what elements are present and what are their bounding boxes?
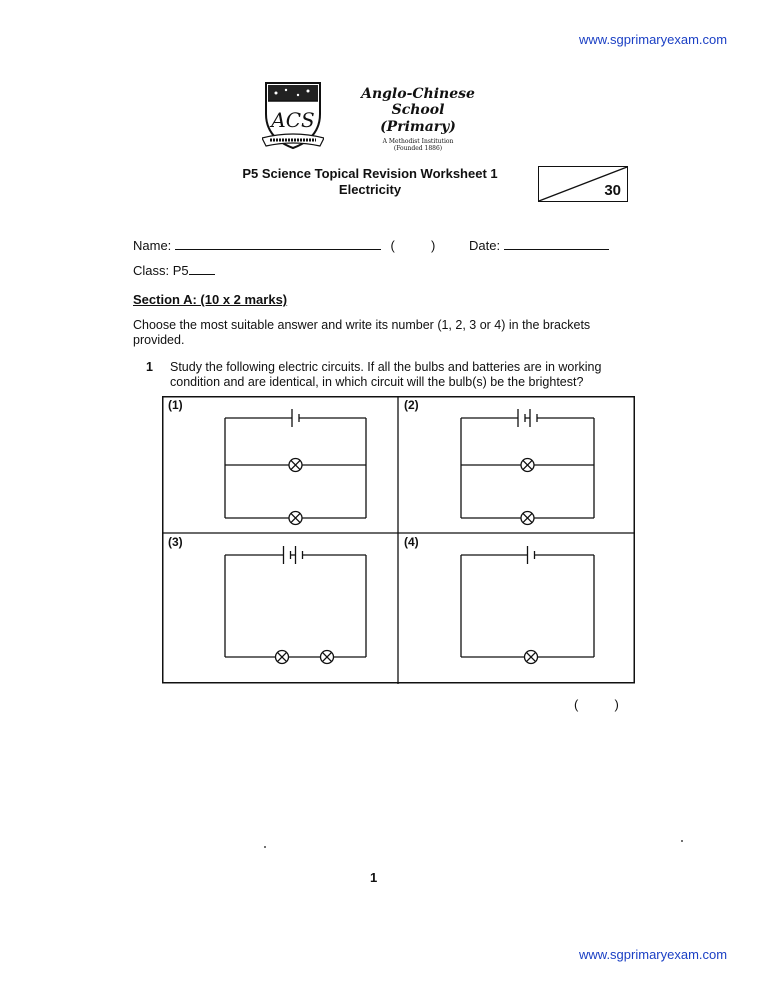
- class-blank[interactable]: [189, 263, 215, 275]
- worksheet-title-block: [220, 166, 520, 198]
- name-label: Name:: [133, 238, 172, 253]
- website-link-bottom[interactable]: www.sgprimaryexam.com: [579, 947, 728, 962]
- school-level: (Primary): [380, 119, 456, 135]
- answer-bracket[interactable]: ( ): [574, 697, 619, 712]
- worksheet-title: P5 Science Topical Revision Worksheet 1: [242, 166, 498, 181]
- option-label: (2): [404, 398, 419, 412]
- option-label: (1): [168, 398, 183, 412]
- class-label: Class: P5: [133, 263, 189, 278]
- date-blank[interactable]: [504, 238, 609, 250]
- scan-speck: [264, 846, 266, 848]
- name-row: [133, 238, 435, 253]
- total-marks: 30: [604, 182, 621, 199]
- register-number-bracket: ( ): [390, 238, 436, 253]
- circuit-options-grid: [162, 396, 635, 689]
- school-name: Anglo-Chinese School: [361, 86, 475, 118]
- worksheet-topic: Electricity: [338, 182, 402, 197]
- option-label: (4): [404, 535, 419, 549]
- instructions: Choose the most suitable answer and write its number (1, 2, 3 or 4) in the brackets provided.: [133, 318, 591, 347]
- name-blank[interactable]: [175, 238, 381, 250]
- crest-letters: ACS: [271, 108, 315, 132]
- date-row: [469, 238, 609, 253]
- school-name-block: [338, 86, 498, 152]
- website-link-top[interactable]: www.sgprimaryexam.com: [579, 32, 728, 47]
- page-number: 1: [370, 870, 378, 885]
- date-label: Date:: [469, 238, 501, 253]
- question-number: 1: [146, 360, 153, 374]
- school-founded: (Founded 1886): [393, 145, 443, 152]
- score-box: [538, 166, 628, 202]
- section-heading: Section A: (10 x 2 marks): [133, 292, 288, 307]
- school-tagline: A Methodist Institution: [382, 138, 454, 145]
- school-crest-logo: [262, 80, 324, 152]
- question-text: Study the following electric circuits. If all the bulbs and batteries are in working condition and are identical, in which circuit will the bulb(s) be the brightest?: [170, 360, 602, 389]
- scan-speck: [681, 840, 683, 842]
- class-row: [133, 263, 215, 278]
- circuit-diagrams: [162, 396, 635, 684]
- option-label: (3): [168, 535, 183, 549]
